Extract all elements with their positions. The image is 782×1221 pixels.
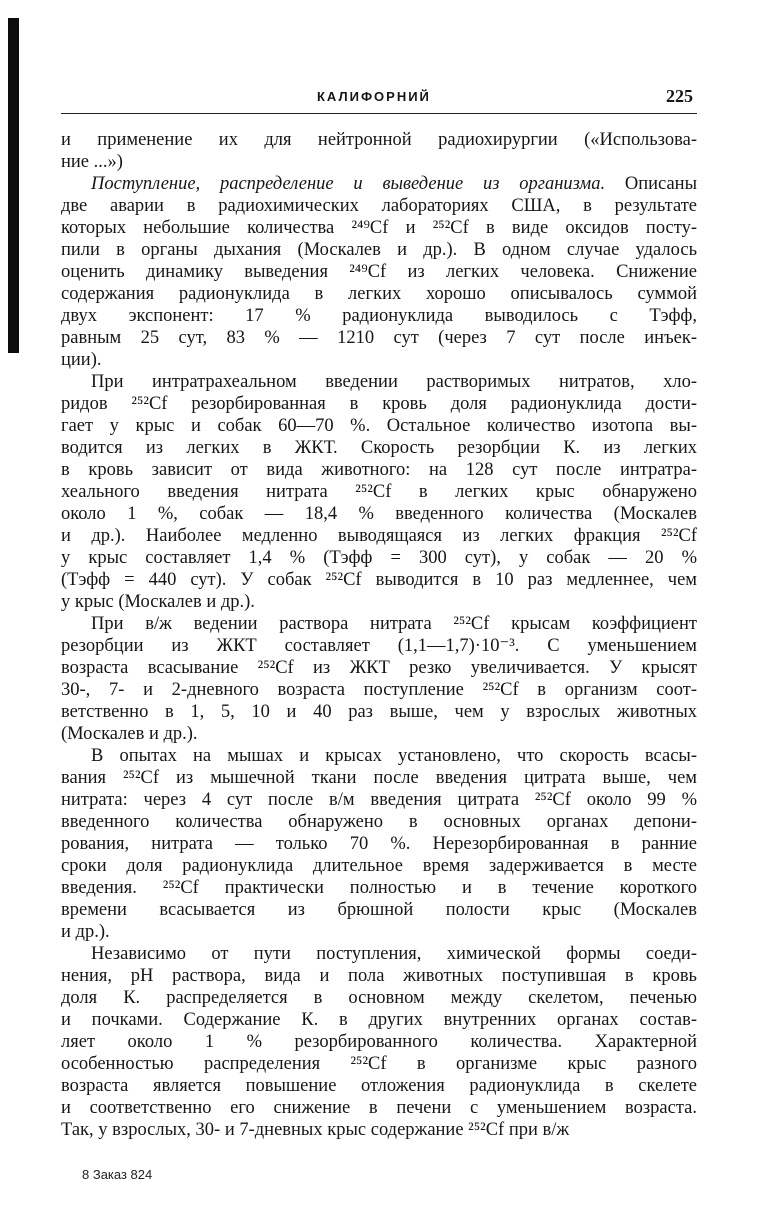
text-line: особенностью распределения ²⁵²Cf в организме крыс разного xyxy=(61,1054,697,1074)
text-line: равным 25 сут, 83 % — 1210 сут (через 7 сут после инъек- xyxy=(61,328,697,348)
text-line: сроки доля радионуклида длительное время задерживается в месте xyxy=(61,856,697,876)
printer-signature: 8 Заказ 824 xyxy=(82,1167,153,1182)
text-line: нитрата: через 4 сут после в/м введения цитрата ²⁵²Cf около 99 % xyxy=(61,790,697,810)
text-line: двух экспонент: 17 % радионуклида выводилось с Tэфф, xyxy=(61,306,697,326)
text-line: 30-, 7- и 2-дневного возраста поступление ²⁵²Cf в организм соот- xyxy=(61,680,697,700)
text-line: времени всасывается из брюшной полости крыс (Москалев xyxy=(61,900,697,920)
text-line: у крыс (Москалев и др.). xyxy=(61,592,255,612)
text-line: ляет около 1 % резорбированного количества. Характерной xyxy=(61,1032,697,1052)
text-line: При интратрахеальном введении растворимых нитратов, хло- xyxy=(91,372,697,392)
text-line: нения, pH раствора, вида и пола животных поступившая в кровь xyxy=(61,966,697,986)
text-line: (Tэфф = 440 сут). У собак ²⁵²Cf выводится в 10 раз медленнее, чем xyxy=(61,570,697,590)
text-line: ции). xyxy=(61,350,102,370)
text-line: введенного количества обнаружено в основных органах депони- xyxy=(61,812,697,832)
text-line: оценить динамику выведения ²⁴⁹Cf из легких человека. Снижение xyxy=(61,262,697,282)
text-line: рования, нитрата — только 70 %. Нерезорбированная в ранние xyxy=(61,834,697,854)
text-line: ние ...») xyxy=(61,152,123,172)
text-line: введения. ²⁵²Cf практически полностью и в течение короткого xyxy=(61,878,697,898)
text-line: резорбции из ЖКТ составляет (1,1—1,7)·10⁻³. С уменьшением xyxy=(61,636,697,656)
text-line: вания ²⁵²Cf из мышечной ткани после введения цитрата выше, чем xyxy=(61,768,697,788)
text-line: (Москалев и др.). xyxy=(61,724,198,744)
text-line: и др.). Наиболее медленно выводящаяся из легких фракция ²⁵²Cf xyxy=(61,526,697,546)
text-line: возраста всасывание ²⁵²Cf из ЖКТ резко увеличивается. У крысят xyxy=(61,658,697,678)
paragraph xyxy=(61,613,697,745)
text-line: и применение их для нейтронной радиохирургии («Использова- xyxy=(61,130,697,150)
text-line: ветственно в 1, 5, 10 и 40 раз выше, чем у взрослых животных xyxy=(61,702,697,722)
text-line: водится из легких в ЖКТ. Скорость резорбции К. из легких xyxy=(61,438,697,458)
text-line: содержания радионуклида в легких хорошо описывалось суммой xyxy=(61,284,697,304)
text-line: и соответственно его снижение в печени с уменьшением возраста. xyxy=(61,1098,697,1118)
paragraph xyxy=(61,745,697,943)
text-line: Поступление, распределение и выведение из организма. Описаны xyxy=(91,174,697,194)
text-line: ридов ²⁵²Cf резорбированная в кровь доля радионуклида дости- xyxy=(61,394,697,414)
text-line: хеального введения нитрата ²⁵²Cf в легких крыс обнаружено xyxy=(61,482,697,502)
text-line: В опытах на мышах и крысах установлено, что скорость всасы- xyxy=(91,746,697,766)
running-title: КАЛИФОРНИЙ xyxy=(317,89,431,104)
running-header xyxy=(61,87,697,114)
text-line: пили в органы дыхания (Москалев и др.). В одном случае удалось xyxy=(61,240,697,260)
text-line: доля К. распределяется в основном между скелетом, печенью xyxy=(61,988,697,1008)
paragraph xyxy=(61,943,697,1141)
text-line: у крыс составляет 1,4 % (Tэфф = 300 сут), у собак — 20 % xyxy=(61,548,697,568)
text-line: около 1 %, собак — 18,4 % введенного количества (Москалев xyxy=(61,504,697,524)
text-line: и почками. Содержание К. в других внутренних органах состав- xyxy=(61,1010,697,1030)
text-line: Независимо от пути поступления, химической формы соеди- xyxy=(91,944,697,964)
text-line: две аварии в радиохимических лабораториях США, в результате xyxy=(61,196,697,216)
paragraph xyxy=(61,129,697,173)
binding-edge-mark xyxy=(8,18,19,353)
text-line: При в/ж ведении раствора нитрата ²⁵²Cf крысам коэффициент xyxy=(91,614,697,634)
paragraph xyxy=(61,371,697,613)
text-line: в кровь зависит от вида животного: на 128 сут после интратра- xyxy=(61,460,697,480)
page-number: 225 xyxy=(666,86,693,106)
text-line: и др.). xyxy=(61,922,110,942)
text-line: возраста является повышение отложения радионуклида в скелете xyxy=(61,1076,697,1096)
text-line: Так, у взрослых, 30- и 7-дневных крыс содержание ²⁵²Cf при в/ж xyxy=(61,1120,570,1140)
paragraph xyxy=(61,173,697,371)
text-line: гает у крыс и собак 60—70 %. Остальное количество изотопа вы- xyxy=(61,416,697,436)
body-text xyxy=(61,129,697,1141)
text-line: которых небольшие количества ²⁴⁹Cf и ²⁵²Cf в виде оксидов посту- xyxy=(61,218,697,238)
